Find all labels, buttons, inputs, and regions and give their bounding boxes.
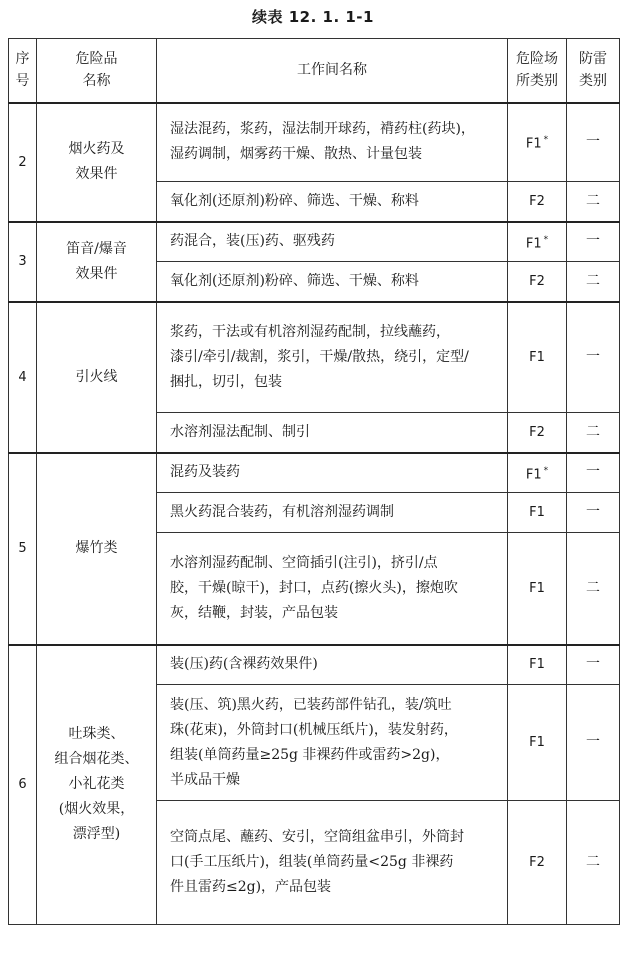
work-room-cell — [157, 685, 508, 801]
work-room-cell — [157, 302, 508, 413]
hazard-name-cell — [37, 453, 157, 645]
site-category-cell — [508, 533, 567, 645]
header-number: 序 号 — [9, 39, 37, 103]
hazard-name-line: 烟火药及 — [68, 141, 125, 157]
work-room-cell — [157, 182, 508, 222]
work-room-cell — [157, 413, 508, 453]
hazard-name-cell — [37, 302, 157, 453]
lightning-category-cell: 一 — [567, 645, 620, 685]
hazard-name-line: 引火线 — [75, 368, 118, 385]
category-footnote-mark: * — [543, 234, 549, 245]
row-number: 4 — [9, 302, 37, 453]
header-lightning-category: 防雷 类别 — [567, 39, 620, 103]
work-room-line: 组装(单筒药量≥25g 非裸药件或雷药>2g)， — [170, 746, 450, 763]
work-room-line: 件且雷药≤2g)，产品包装 — [170, 879, 332, 895]
hazard-name-line: 爆竹类 — [75, 540, 118, 556]
work-room-line: 水溶剂湿法配制、制引 — [170, 423, 310, 440]
lightning-category-cell: 二 — [567, 262, 620, 302]
lightning-category-cell: 一 — [567, 453, 620, 493]
work-room-cell — [157, 453, 508, 493]
table-row — [9, 222, 620, 262]
row-number: 2 — [9, 103, 37, 222]
site-category-cell — [508, 413, 567, 453]
work-room-line: 氧化剂(还原剂)粉碎、筛选、干燥、称料 — [170, 272, 419, 289]
header-row — [9, 39, 620, 103]
work-room-cell — [157, 222, 508, 262]
work-room-cell — [157, 533, 508, 645]
table-row — [9, 103, 620, 182]
work-room-line: 湿法混药，浆药，湿法制开球药，褙药柱(药块)， — [170, 121, 475, 138]
work-room-line: 氧化剂(还原剂)粉碎、筛选、干燥、称料 — [170, 192, 419, 209]
site-category-value: F1 — [529, 580, 545, 596]
site-category-value: F2 — [529, 424, 545, 440]
work-room-line: 空筒点尾、蘸药、安引，空筒组盆串引，外筒封 — [170, 829, 464, 845]
row-number: 3 — [9, 222, 37, 302]
hazard-name-cell — [37, 645, 157, 925]
site-category-cell — [508, 645, 567, 685]
lightning-category-cell: 一 — [567, 493, 620, 533]
header-hazard-name: 危险品 名称 — [37, 39, 157, 103]
hazard-name-cell — [37, 222, 157, 302]
hazard-name-line: 效果件 — [75, 265, 118, 282]
site-category-cell — [508, 182, 567, 222]
table-row — [9, 453, 620, 493]
row-number: 5 — [9, 453, 37, 645]
site-category-value: F1 — [525, 235, 542, 251]
site-category-value: F2 — [529, 193, 545, 209]
site-category-value: F1 — [525, 136, 542, 152]
hazard-name-line: 吐珠类、 — [68, 726, 125, 743]
work-room-cell — [157, 262, 508, 302]
site-category-value: F1 — [529, 657, 545, 673]
site-category-cell — [508, 801, 567, 925]
site-category-cell — [508, 222, 567, 262]
site-category-cell — [508, 302, 567, 413]
work-room-line: 黑火药混合装药，有机溶剂湿药调制 — [170, 504, 394, 520]
lightning-category-cell: 二 — [567, 533, 620, 645]
header-work-room: 工作间名称 — [157, 39, 508, 103]
site-category-cell — [508, 453, 567, 493]
table-row — [9, 645, 620, 685]
work-room-cell — [157, 103, 508, 182]
table-row — [9, 302, 620, 413]
lightning-category-cell: 一 — [567, 222, 620, 262]
lightning-category-cell: 一 — [567, 685, 620, 801]
work-room-line: 湿药调制，烟雾药干燥、散热、计量包装 — [170, 146, 422, 163]
hazard-name-line: (烟火效果， — [58, 801, 135, 818]
site-category-cell — [508, 103, 567, 182]
hazard-name-line: 漂浮型) — [72, 826, 121, 843]
table-body — [9, 103, 620, 925]
work-room-line: 漆引/牵引/裁割，浆引，干燥/散热，绕引，定型/ — [170, 348, 469, 365]
lightning-category-cell: 二 — [567, 801, 620, 925]
hazard-name-line: 小礼花类 — [68, 776, 125, 793]
work-room-line: 浆药，干法或有机溶剂湿药配制，拉线蘸药， — [170, 323, 450, 340]
table-caption: 续表 12. 1. 1-1 — [252, 8, 374, 26]
work-room-line: 珠(花束)，外筒封口(机械压纸片)，装发射药， — [170, 721, 458, 738]
work-room-cell — [157, 801, 508, 925]
site-category-value: F1 — [529, 505, 545, 520]
work-room-line: 口(手工压纸片)，组装(单筒药量<25g 非裸药 — [170, 854, 454, 870]
site-category-value: F1 — [525, 466, 542, 482]
work-room-cell — [157, 493, 508, 533]
site-category-value: F2 — [529, 855, 545, 870]
work-room-line: 装(压)药(含裸药效果件) — [170, 656, 318, 673]
work-room-line: 水溶剂湿药配制、空筒插引(注引)，挤引/点 — [170, 554, 438, 571]
site-category-value: F1 — [529, 735, 545, 750]
work-room-line: 装(压、筑)黑火药，已装药部件钻孔，装/筑吐 — [170, 696, 452, 713]
lightning-category-cell: 二 — [567, 413, 620, 453]
site-category-value: F2 — [529, 273, 545, 289]
work-room-line: 灰，结鞭，封装，产品包装 — [170, 604, 338, 621]
work-room-line: 混药及装药 — [170, 464, 240, 481]
site-category-cell — [508, 493, 567, 533]
site-category-value: F1 — [529, 349, 545, 365]
row-number: 6 — [9, 645, 37, 925]
hazard-name-line: 组合烟花类、 — [54, 751, 139, 768]
work-room-line: 胶，干燥(晾干)，封口，点药(擦火头)，擦炮吹 — [170, 579, 458, 596]
hazard-name-cell — [37, 103, 157, 222]
site-category-cell — [508, 262, 567, 302]
hazard-classification-table — [8, 38, 620, 925]
header-site-category: 危险场 所类别 — [508, 39, 567, 103]
work-room-line: 药混合，装(压)药、驱残药 — [170, 233, 335, 250]
lightning-category-cell: 一 — [567, 302, 620, 413]
hazard-name-line: 效果件 — [75, 166, 118, 182]
lightning-category-cell: 二 — [567, 182, 620, 222]
work-room-line: 捆扎，切引，包装 — [170, 373, 282, 390]
category-footnote-mark: * — [543, 465, 549, 476]
work-room-line: 半成品干燥 — [170, 771, 240, 788]
work-room-cell — [157, 645, 508, 685]
hazard-name-line: 笛音/爆音 — [66, 240, 127, 257]
site-category-cell — [508, 685, 567, 801]
lightning-category-cell: 一 — [567, 103, 620, 182]
category-footnote-mark: * — [543, 135, 549, 146]
